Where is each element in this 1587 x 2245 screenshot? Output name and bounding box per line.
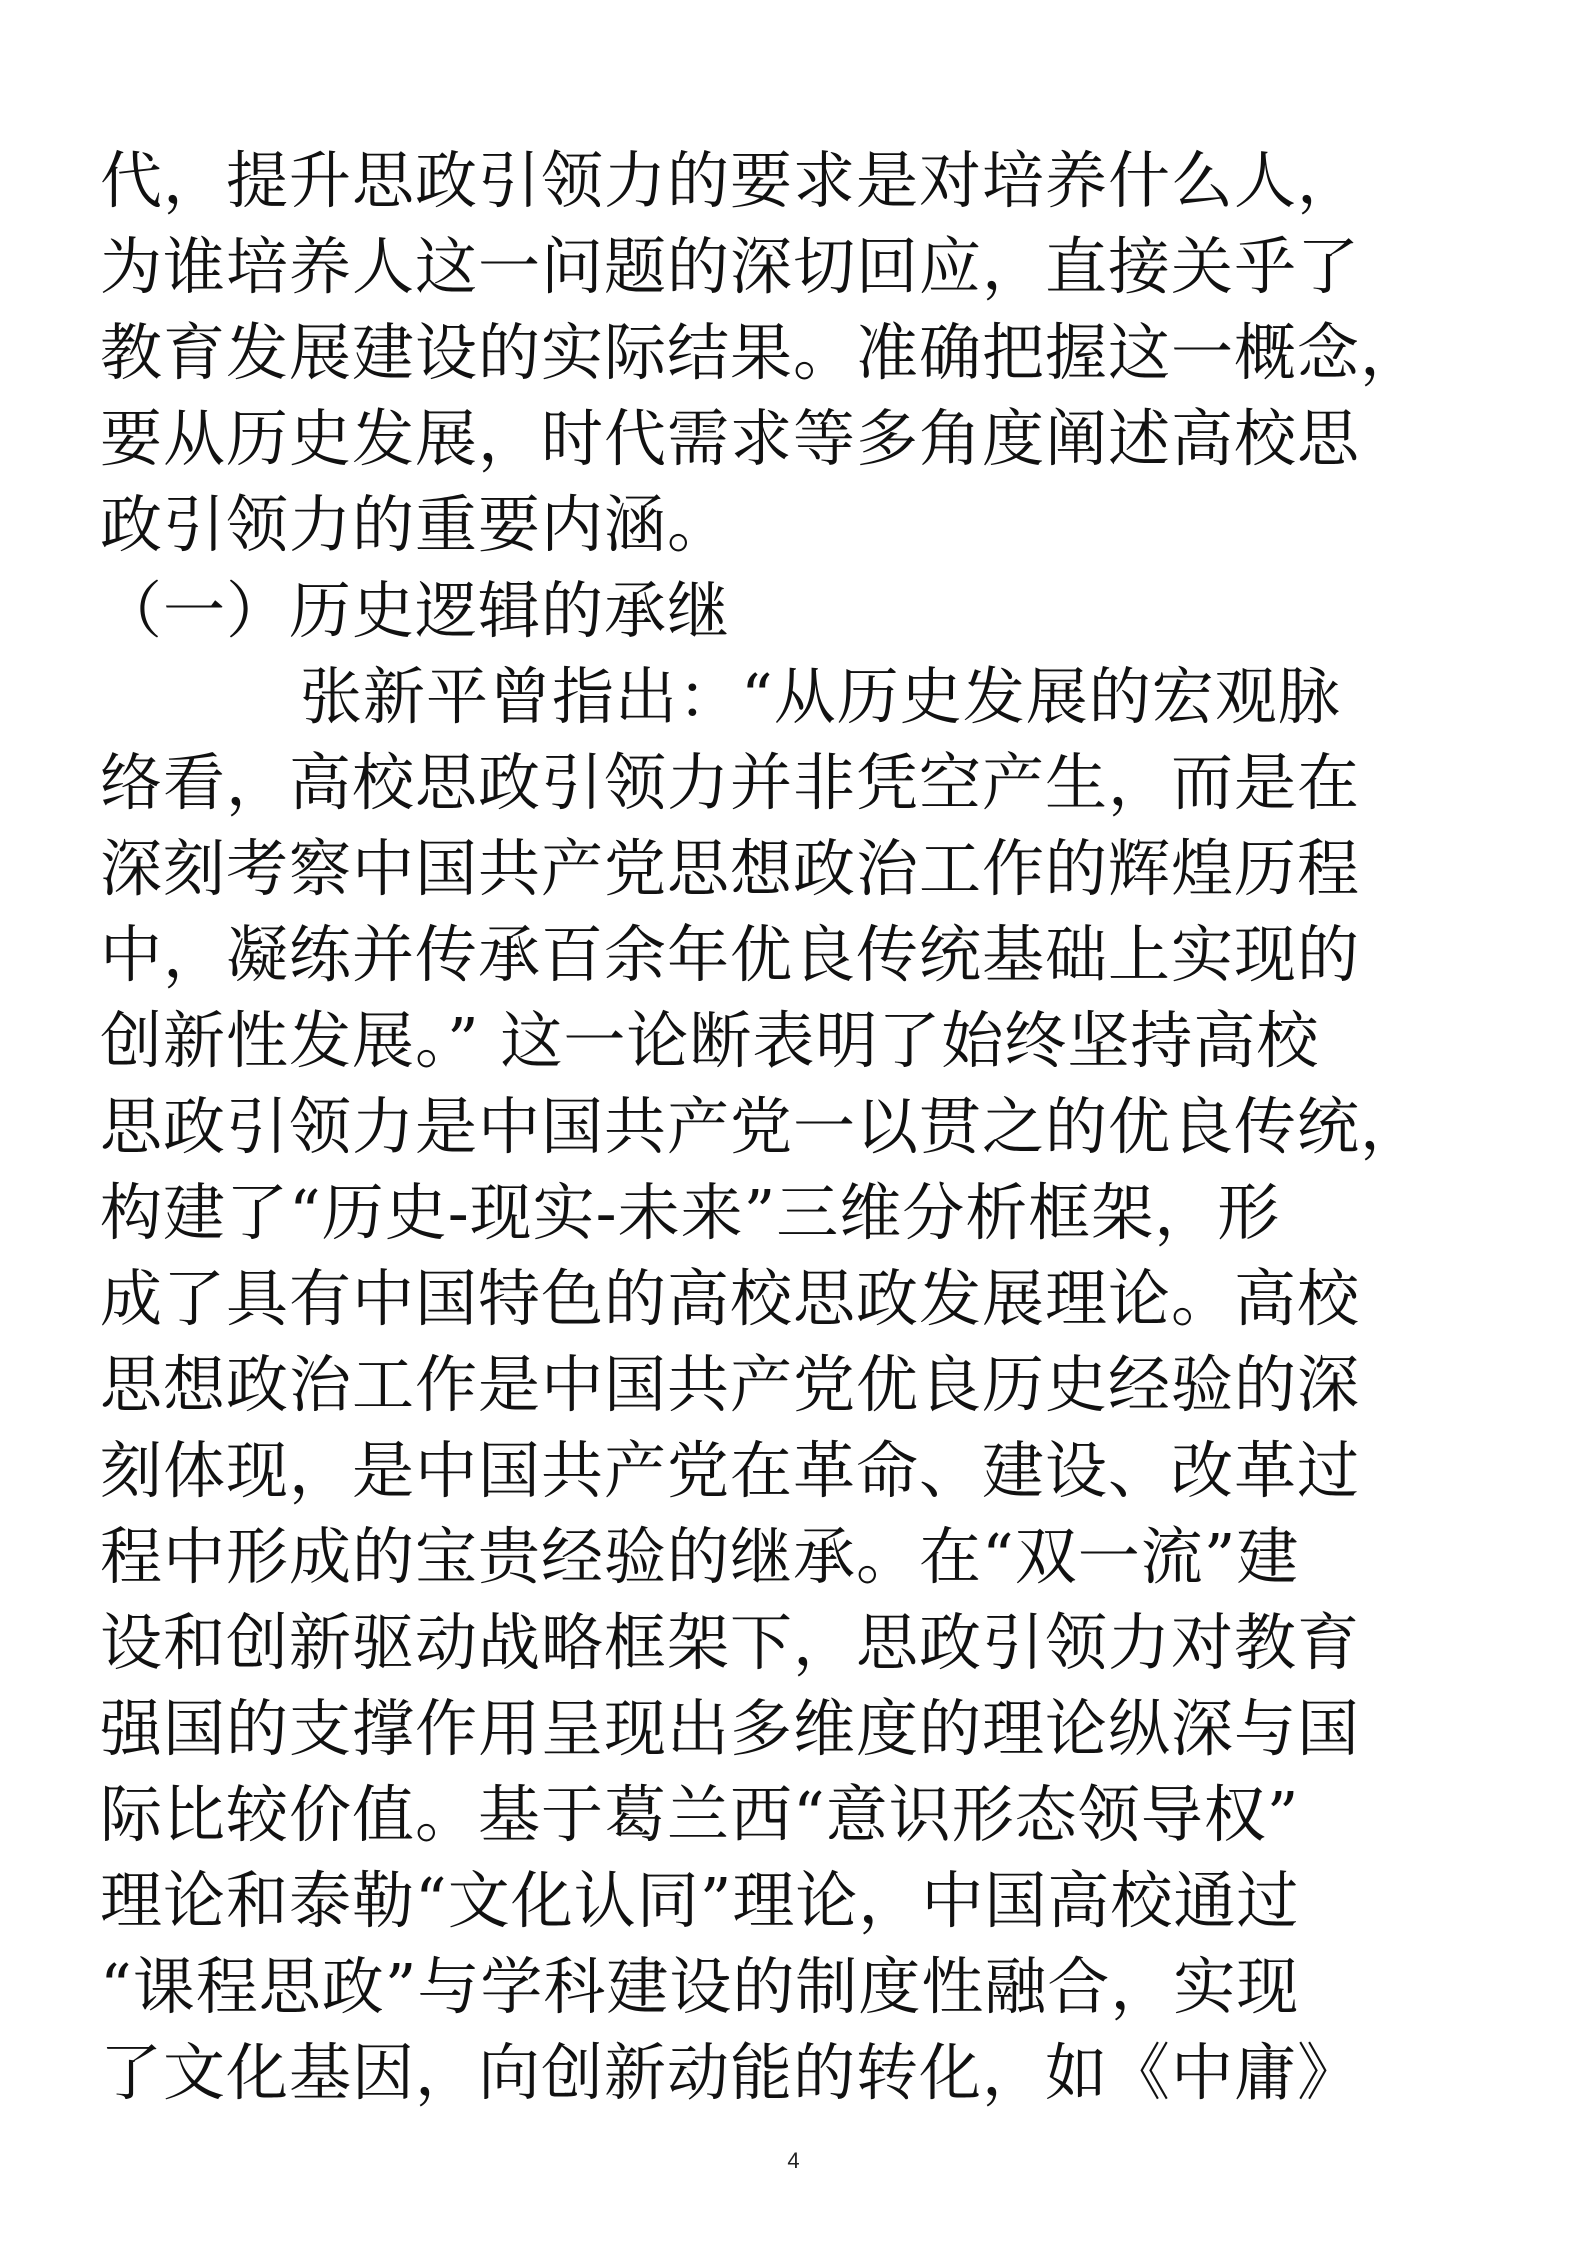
body-text-line: 强国的支撑作用呈现出多维度的理论纵深与国: [100, 1692, 1361, 1765]
section-heading: （一）历史逻辑的承继: [100, 574, 731, 647]
body-text-line: 构建了“历史-现实-未来”三维分析框架，形: [100, 1176, 1281, 1249]
body-text-line: 教育发展建设的实际结果。准确把握这一概念，: [100, 316, 1424, 389]
body-text-line: 政引领力的重要内涵。: [100, 488, 731, 561]
body-text-line: 中，凝练并传承百余年优良传统基础上实现的: [100, 918, 1361, 991]
page-number: 4: [787, 2148, 800, 2173]
body-text-line: 代，提升思政引领力的要求是对培养什么人，: [100, 144, 1361, 217]
body-text-line: 理论和泰勒“文化认同”理论，中国高校通过: [100, 1864, 1300, 1937]
body-text-line: 深刻考察中国共产党思想政治工作的辉煌历程: [100, 832, 1361, 905]
body-text-line: “课程思政”与学科建设的制度性融合，实现: [100, 1950, 1300, 2023]
body-text-line: 了文化基因，向创新动能的转化，如《中庸》: [100, 2036, 1361, 2109]
body-text-line: 思想政治工作是中国共产党优良历史经验的深: [100, 1348, 1361, 1421]
body-text-line: 思政引领力是中国共产党一以贯之的优良传统，: [100, 1090, 1424, 1163]
body-text-line: 际比较价值。基于葛兰西“意识形态领导权”: [100, 1778, 1300, 1851]
body-text-line: 设和创新驱动战略框架下，思政引领力对教育: [100, 1606, 1361, 1679]
paragraph-first-line: 张新平曾指出：“从历史发展的宏观脉: [300, 660, 1341, 733]
body-text-line: 程中形成的宝贵经验的继承。在“双一流”建: [100, 1520, 1300, 1593]
body-text-line: 成了具有中国特色的高校思政发展理论。高校: [100, 1262, 1361, 1335]
body-text-line: 刻体现，是中国共产党在革命、建设、改革过: [100, 1434, 1361, 1507]
body-text-line: 要从历史发展，时代需求等多角度阐述高校思: [100, 402, 1361, 475]
body-text-line: 为谁培养人这一问题的深切回应，直接关乎了: [100, 230, 1361, 303]
body-text-line: 络看，高校思政引领力并非凭空产生，而是在: [100, 746, 1361, 819]
body-text-line: 创新性发展。” 这一论断表明了始终坚持高校: [100, 1004, 1320, 1077]
